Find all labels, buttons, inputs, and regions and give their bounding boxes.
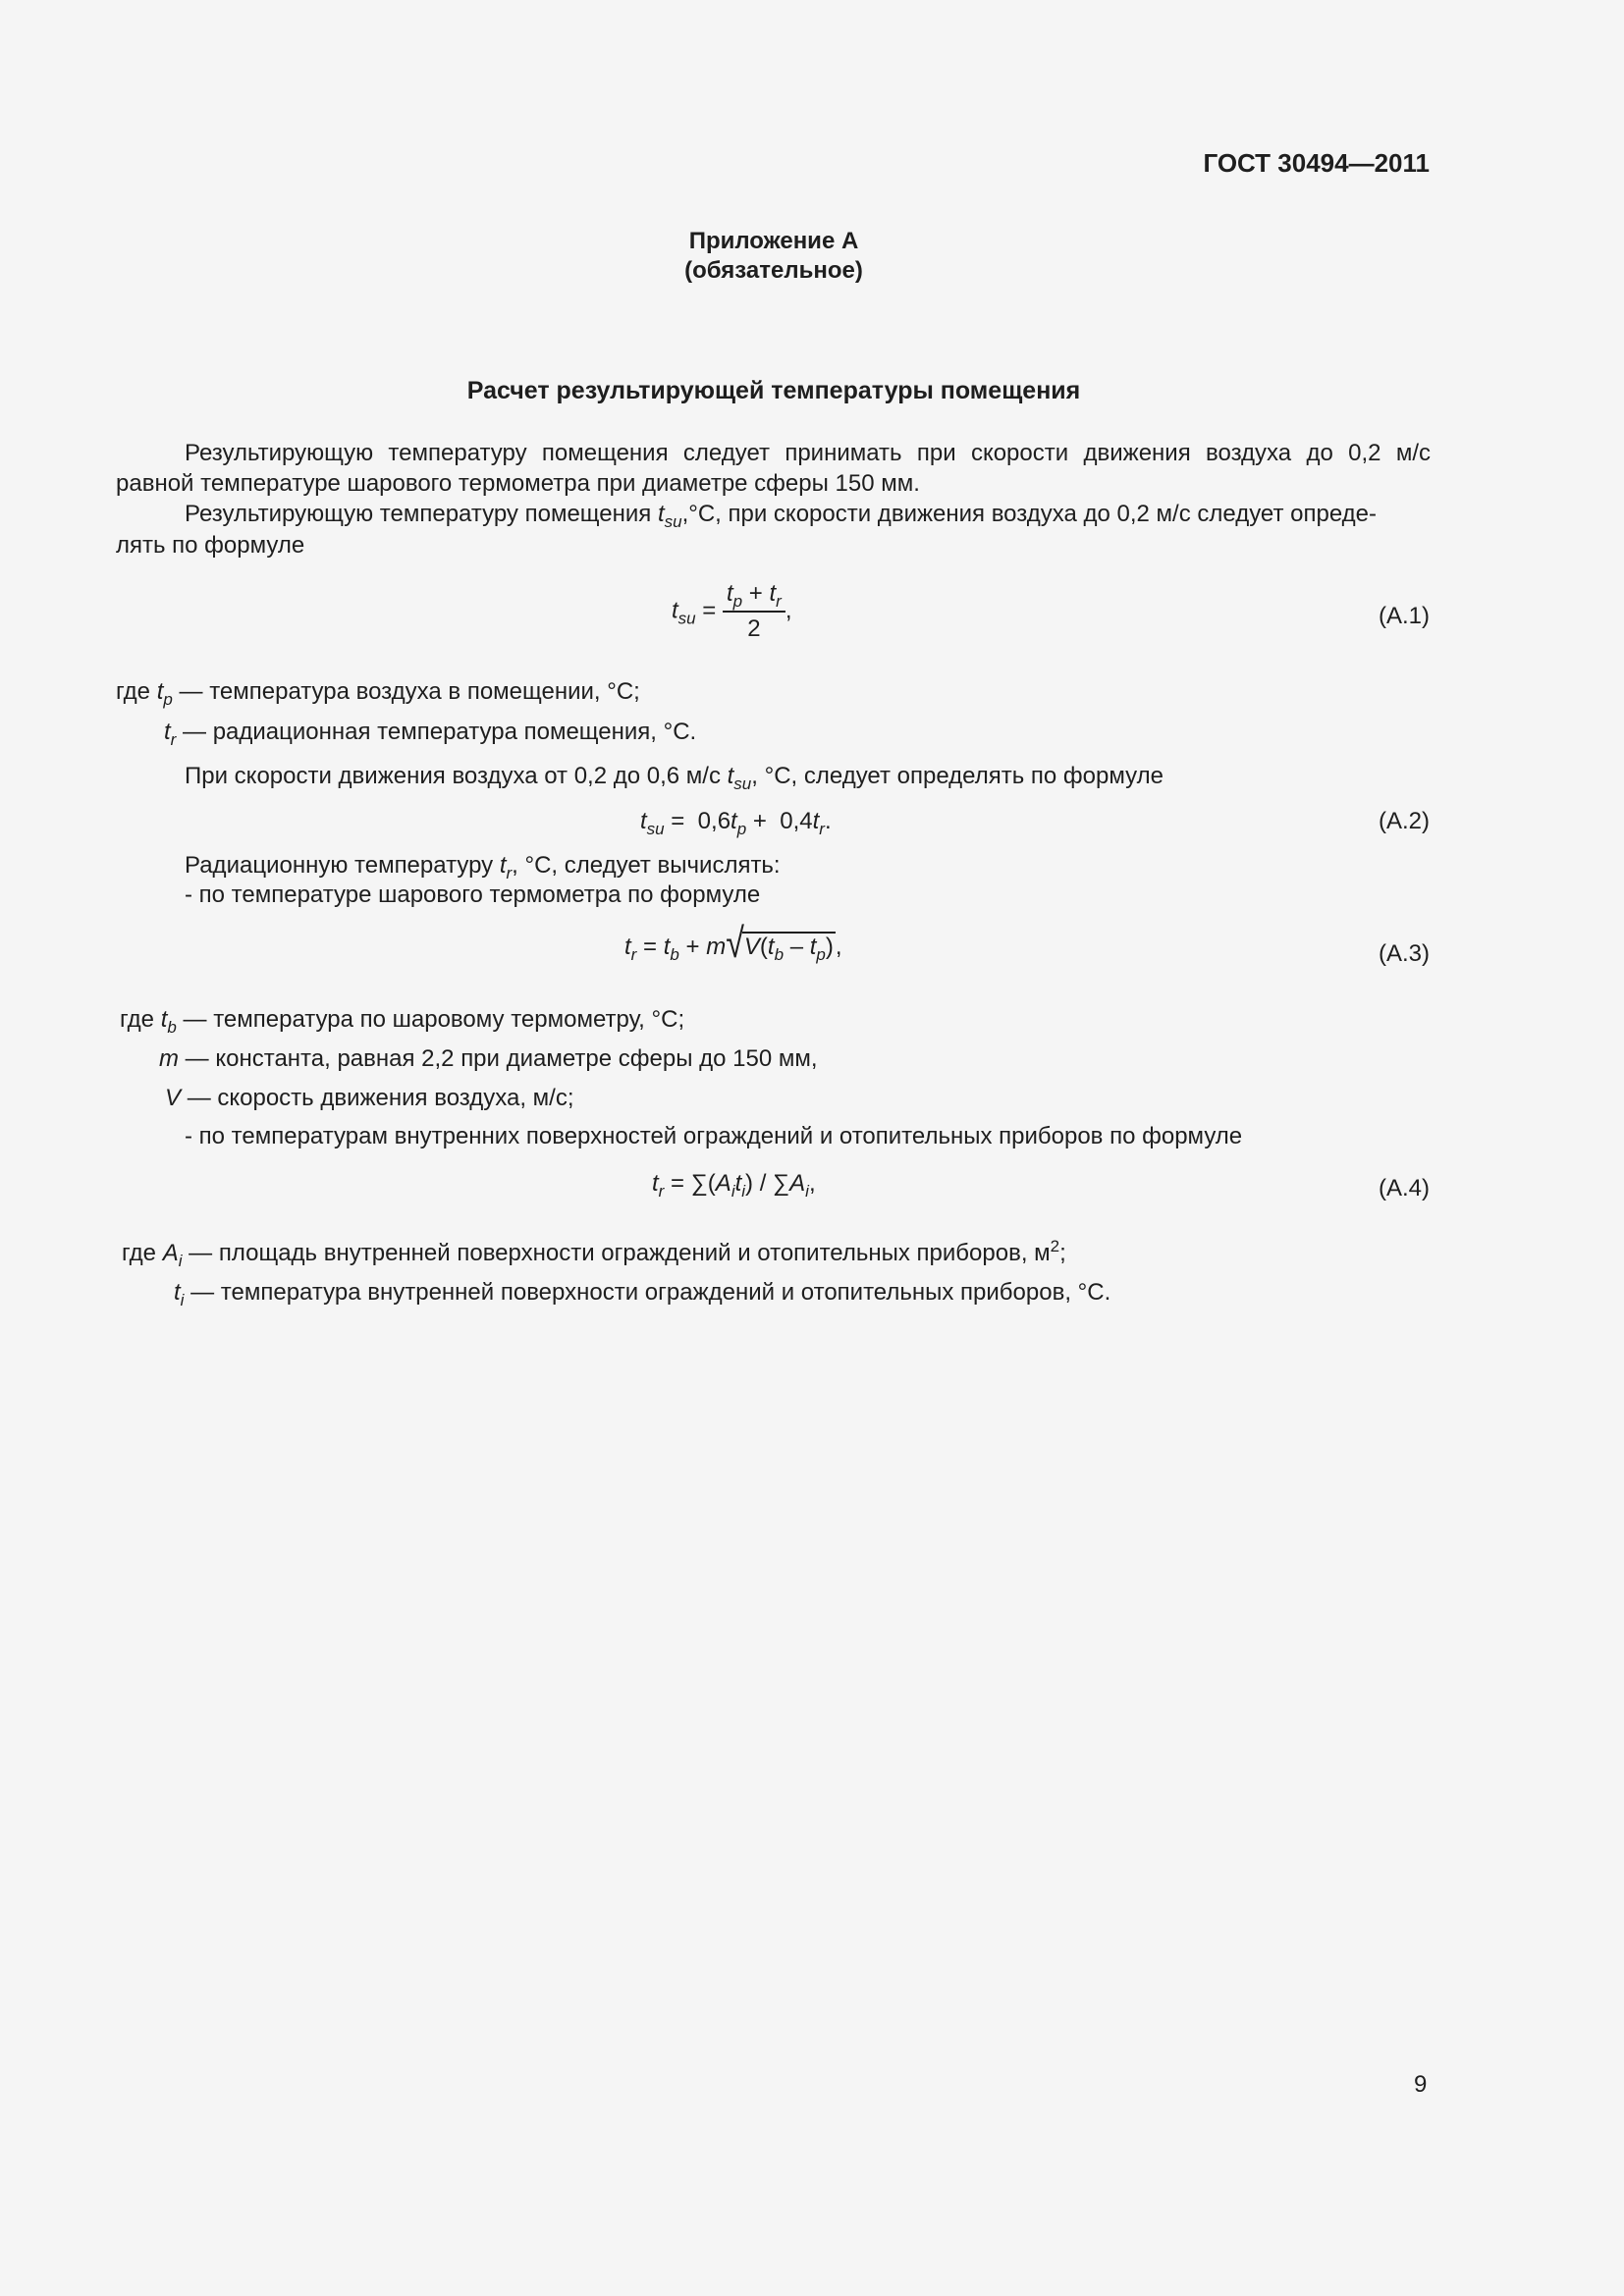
equation-a4-number: (А.4) <box>1379 1175 1431 1201</box>
paragraph-2-line-2: лять по формуле <box>116 532 305 559</box>
document-code: ГОСТ 30494—2011 <box>1203 148 1430 178</box>
definition-ti: $t_i$ — температура внутренней поверхности ограждений и отопительных приборов, °С. <box>174 1279 1111 1309</box>
definition-v: V — скорость движения воздуха, м/с; <box>165 1085 574 1111</box>
equation-a1-number: (А.1) <box>1379 603 1431 629</box>
paragraph-1-line-1: Результирующую температуру помещения следует принимать при скорости движения воздуха до 0,2 м/с <box>185 440 1431 466</box>
paragraph-3: При скорости движения воздуха от 0,2 до 0,6 м/с $t_{su}$, °С, следует определять по формуле <box>185 763 1164 793</box>
paragraph-4: Радиационную температуру $t_r$, °С, следует вычислять: <box>185 852 781 882</box>
page-number: 9 <box>1414 2071 1428 2098</box>
equation-a2: $t_{su} = 0,6t_p + 0,4t_r$. <box>640 808 832 838</box>
paragraph-5: - по температуре шарового термометра по формуле <box>185 881 761 908</box>
definition-ai: где $A_i$ — площадь внутренней поверхности ограждений и отопительных приборов, $м^2$; <box>122 1237 1066 1270</box>
equation-a3: $t_r = t_b + m√V(t_b - t_p)$, <box>624 920 842 967</box>
appendix-title: Приложение А <box>688 228 859 254</box>
section-title: Расчет результирующей температуры помещения <box>466 377 1081 404</box>
equation-a3-number: (А.3) <box>1379 940 1431 967</box>
definition-m: m — константа, равная 2,2 при диаметре сферы до 150 мм, <box>159 1045 818 1072</box>
appendix-status: (обязательное) <box>684 257 863 284</box>
paragraph-2-line-1: Результирующую температуру помещения $t_{su},^\circ С$, при скорости движения воздуха до 0,2 м/с следует опреде- <box>185 501 1377 531</box>
definition-tp: где $t_p$ — температура воздуха в помещении, °С; <box>116 678 640 709</box>
paragraph-6: - по температурам внутренних поверхностей ограждений и отопительных приборов по формуле <box>185 1123 1243 1149</box>
definition-tb: где $t_b$ — температура по шаровому термометру, °С; <box>120 1006 685 1037</box>
paragraph-1-line-2: равной температуре шарового термометра при диаметре сферы 150 мм. <box>116 470 920 497</box>
equation-a1: $t_{su}$ = $\frac{t_p + t_r}{2}$ , <box>672 580 792 642</box>
equation-a2-number: (А.2) <box>1379 808 1431 834</box>
equation-a4: $t_r = \sum(A_it_i) / \sum A_i$, <box>652 1170 816 1201</box>
definition-tr: $t_r$ — радиационная температура помещения, °С. <box>164 719 697 749</box>
